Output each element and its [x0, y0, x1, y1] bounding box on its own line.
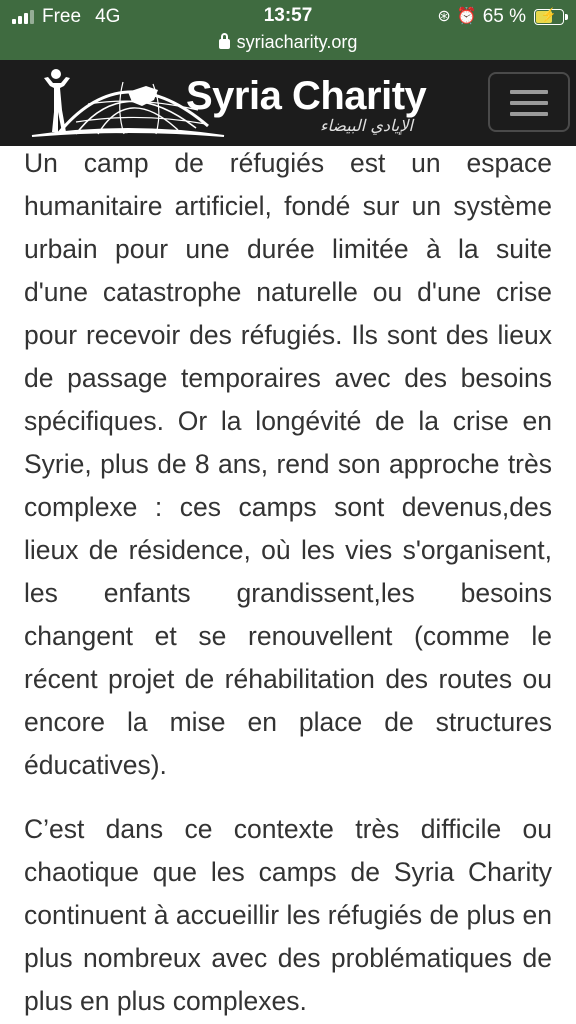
address-bar[interactable]: [0, 32, 576, 53]
menu-line-icon: [510, 112, 548, 116]
charging-bolt-icon: ⚡: [540, 7, 558, 22]
alarm-icon: ⏰: [456, 8, 477, 25]
site-header: [0, 60, 576, 146]
hamburger-menu-button[interactable]: [488, 72, 570, 132]
status-time: 13:57: [263, 5, 313, 26]
menu-line-icon: [510, 90, 548, 94]
battery-icon: [534, 9, 564, 25]
lock-icon: [219, 39, 230, 49]
article-paragraph: C’est dans ce contexte très difficile ou chaotique que les camps de Syria Charity continuent à accueillir les réfugiés de plus en plus nombreux avec des problématiques de plus en plus complexes.: [24, 814, 552, 1016]
menu-line-icon: [510, 101, 548, 105]
url-text: syriacharity.org: [236, 32, 358, 52]
article-body: [24, 142, 552, 1023]
brand-arabic-tagline: الإيادي البيضاء: [320, 116, 413, 135]
brand-name[interactable]: Syria Charity: [186, 74, 427, 118]
status-bar: [0, 0, 576, 60]
carrier-name: Free: [42, 6, 82, 27]
network-type: 4G: [95, 6, 121, 27]
battery-percent: 65 %: [482, 6, 526, 27]
article-paragraph: Un camp de réfugiés est un espace humanitaire artificiel, fondé sur un système urbain pour une durée limitée à la suite d'une catastrophe naturelle ou d'une crise pour recevoir des réfugiés. Ils sont des lieux de passage temporaires avec des besoins spécifiques. Or la longévité de la crise en Syrie, plus de 8 ans, rend son approche très complexe : ces camps sont devenus,des lieux de résidence, où les vies s'organisent, les enfants grandissent,les besoins changent et se renouvellent (comme le récent projet de réhabilitation des routes ou encore la mise en place de structures éducatives).: [24, 148, 552, 780]
orientation-lock-icon: ⊛: [437, 8, 451, 25]
status-bar-right: [437, 6, 564, 28]
